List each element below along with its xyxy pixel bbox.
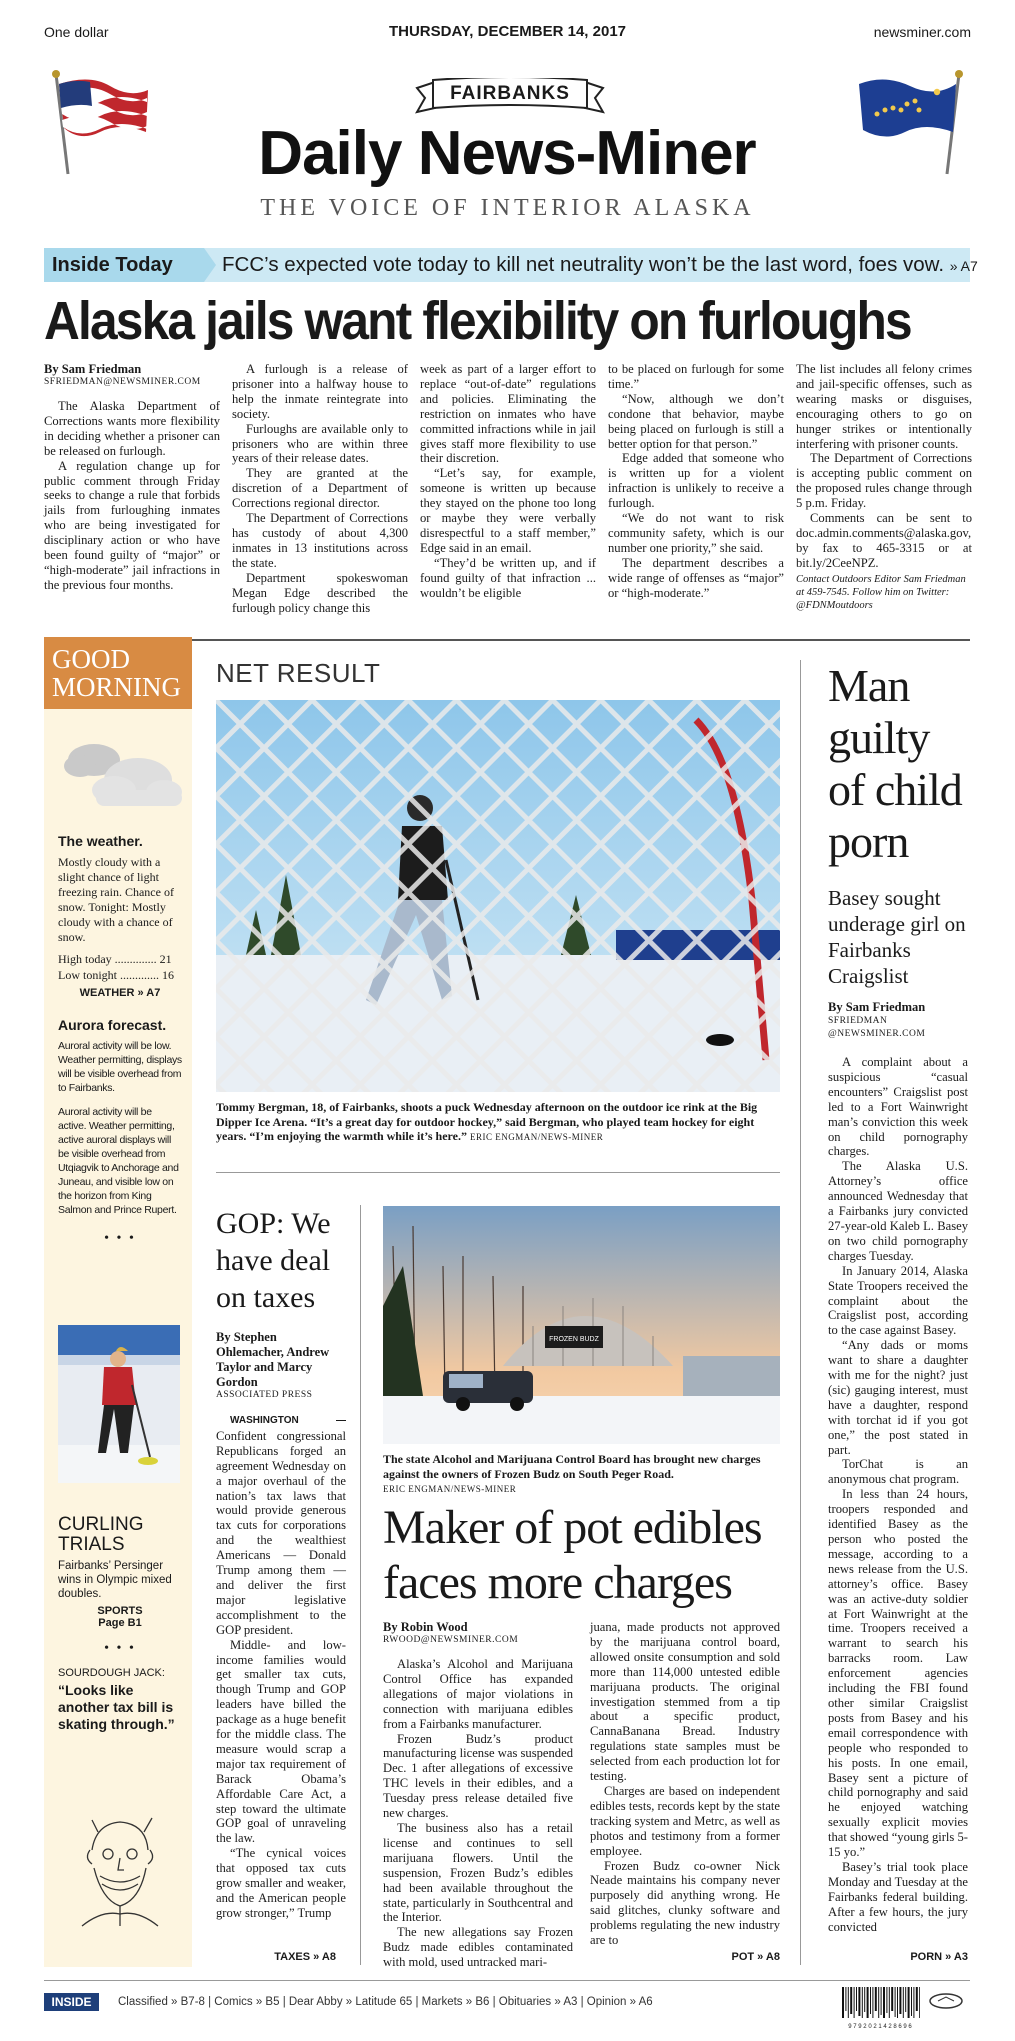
right-paragraph: The Alaska U.S. Attorney’s office announced Wednesday that a Fairbanks jury convicted 27-year-old Kaleb L. Basey on two child pornography charges Tuesday. xyxy=(828,1159,968,1263)
frozen-budz-photo[interactable] xyxy=(383,1206,780,1444)
lead-paragraph: They are granted at the discretion of a Department of Corrections regional director. xyxy=(232,466,408,511)
barcode-bar xyxy=(899,1987,901,2014)
weather-low: Low tonight ............. 16 xyxy=(58,968,174,982)
masthead-tagline: THE VOICE OF INTERIOR ALASKA xyxy=(260,195,755,221)
aurora-text-2: Auroral activity will be active. Weather permitting, active auroral displays will be visible overhead from Utqiagvik to Anchorage and Juneau, and visible low on the horizon from King Salmon and Prince Rupert. xyxy=(58,1106,179,1216)
right-paragraph: In January 2014, Alaska State Troopers received the complaint about the Craigslist post, according to the case against Basey. xyxy=(828,1263,968,1338)
barcode-bar xyxy=(848,1987,849,2018)
pot-byline-email: RWOOD@NEWSMINER.COM xyxy=(383,1635,519,1645)
right-paragraph: “Any dads or moms want to share a daughter with me for the night? just (sic) gauging interest, must have a daughter, respond with torchat id if you got one,” the post stated in part. xyxy=(828,1338,968,1457)
inside-today-arrow xyxy=(204,248,216,282)
barcode-bar xyxy=(862,1987,863,2018)
barcode-bar xyxy=(875,1987,877,2011)
lead-paragraph: The Department of Corrections is accepting public comment on the proposed rules change through 5 p.m. Friday. xyxy=(796,451,972,511)
gop-paragraph: WASHINGTON — Confident congressional Republicans forged an agreement Wednesday on a major overhaul of the nation’s tax laws that would provide generous tax cuts for corporations and the wealthiest Americans — Donald Trump among them — and deliver the first major legislative accomplishment to the GOP president. xyxy=(216,1415,346,1637)
lead-paragraph: A regulation change up for public comment through Friday seeks to change a rule that forbids jails from furloughing inmates who are being investigated for disciplinary action or who have been found guilty of “major” or “high-moderate” jail infractions in the previous four months. xyxy=(44,458,220,592)
lead-paragraph: “They’d be written up, and if found guilty of that infraction ... wouldn’t be eligible xyxy=(420,555,596,600)
barcode-bar xyxy=(889,1987,890,2018)
gop-headline[interactable]: GOP: We have deal on taxes xyxy=(216,1207,331,1314)
pot-paragraph: Charges are based on independent edibles tests, records kept by the state tracking system and Metrc, as well as photos and testimony from a former employee. xyxy=(590,1783,780,1858)
barcode-bar xyxy=(919,1987,920,2018)
lead-paragraph: The Department of Corrections has custody of about 4,300 inmates in 13 institutions across the state. xyxy=(232,511,408,570)
lead-byline: By Sam Friedman xyxy=(44,362,142,376)
sourdough-label: SOURDOUGH JACK: xyxy=(58,1667,165,1679)
right-byline: By Sam Friedman xyxy=(828,1000,926,1014)
section-divider xyxy=(216,1172,780,1173)
pot-paragraph: The business also has a retail license and continues to sell marijuana flowers. Until the suspension, Frozen Budz’s edibles had been available throughout the state, particularly in Southcentral and the Interior. xyxy=(383,1820,573,1925)
barcode-bar xyxy=(858,1987,860,2016)
pot-paragraph: Frozen Budz’s product manufacturing license was suspended Dec. 1 after allegations of excessive THC levels in their edibles, and a Tuesday press release detailed five new charges. xyxy=(383,1731,573,1821)
right-jump[interactable]: PORN » A3 xyxy=(910,1951,968,1963)
svg-text:9 7 9 2 0 2 1 4 2 8 6 9 6: 9 7 9 2 0 2 1 4 2 8 6 9 6 xyxy=(848,2024,912,2029)
sidebar-dots: • • • xyxy=(104,1641,136,1656)
curling-title: CURLING TRIALS xyxy=(58,1514,144,1555)
barcode-bar xyxy=(891,1987,893,2011)
right-deck: Basey sought underage girl on Fairbanks Craigslist xyxy=(828,886,966,988)
barcode xyxy=(840,1987,920,2029)
aurora-text-1: Auroral activity will be low. Weather permitting, displays will be visible overhead from to Fairbanks. xyxy=(58,1040,182,1094)
barcode-bar xyxy=(911,1987,912,2016)
column-rule xyxy=(360,1205,361,1965)
barcode-bar xyxy=(870,1987,871,2014)
barcode-bar xyxy=(913,1987,914,2018)
masthead-title: Daily News-Miner xyxy=(258,119,756,188)
net-result-label: NET RESULT xyxy=(216,658,381,688)
barcode-bar xyxy=(903,1987,904,2018)
footer-divider xyxy=(44,1980,970,1981)
barcode-bar xyxy=(872,1987,873,2018)
price: One dollar xyxy=(44,24,109,40)
pot-headline[interactable]: Maker of pot edibles faces more charges xyxy=(383,1501,762,1609)
curling-block xyxy=(58,1515,182,1733)
barcode-bar xyxy=(867,1987,869,2018)
lead-paragraph: “Now, although we don’t condone that behavior, maybe being placed on furlough is still a better option for that person.” xyxy=(608,391,784,451)
barcode-bar xyxy=(908,1987,910,2018)
lead-paragraph: Department spokeswoman Megan Edge described the furlough policy change this xyxy=(232,570,408,615)
barcode-bar xyxy=(845,1987,846,2011)
barcode-bar xyxy=(897,1987,898,2018)
lead-paragraph: “Let’s say, for example, someone is written up because they stayed on the phone too long or maybe they were verbally disrespectful to a staff member,” Edge said in an email. xyxy=(420,466,596,555)
barcode-bar xyxy=(883,1987,885,2018)
barcode-bar xyxy=(895,1987,896,2017)
lead-col-3 xyxy=(420,362,596,601)
right-story-column xyxy=(828,1000,968,1934)
lead-paragraph: Edge added that someone who is written up for a violent infraction is unlikely to receive a furlough. xyxy=(608,451,784,511)
gop-paragraph: Middle- and low-income families would get smaller tax cuts, though Trump and GOP leaders have billed the package as a huge benefit for the middle class. The measure would scrap a major tax requirement of Barack Obama’s Affordable Care Act, a step toward the ultimate GOP goal of unraveling the law. xyxy=(216,1637,346,1846)
lead-col-1 xyxy=(44,362,220,593)
gop-byline: By Stephen Ohlemacher, Andrew Taylor and Marcy Gordon xyxy=(216,1330,330,1389)
barcode-bar xyxy=(886,1987,887,2013)
gop-story-column xyxy=(216,1330,346,1921)
weather-jump[interactable]: WEATHER » A7 xyxy=(79,987,161,999)
right-headline[interactable]: Man guilty of child porn xyxy=(828,660,962,867)
lead-byline-email: SFRIEDMAN@NEWSMINER.COM xyxy=(44,377,201,387)
lead-paragraph: The department describes a wide range of offenses as “major” or “high-moderate.” xyxy=(608,555,784,600)
barcode-bar xyxy=(878,1987,879,2018)
column-rule xyxy=(800,660,801,1965)
lead-paragraph: week as part of a larger effort to replace “out-of-date” regulations and policies. Eliminating the restriction on inmates who have committed infractions while in jail gives staff more flexibility to use their discretion. xyxy=(420,362,596,466)
lead-paragraph: The Alaska Department of Corrections wants more flexibility in deciding whether a prisoner can be released on furlough. xyxy=(44,399,220,458)
pot-paragraph: Frozen Budz co-owner Nick Neade maintains his company never purposely did anything wrong. He said glitches, clunky software and problems regulating the new industry are to xyxy=(590,1858,780,1948)
sidebar-dots: • • • xyxy=(104,1231,136,1246)
pot-paragraph: Alaska’s Alcohol and Marijuana Control Office has expanded allegations of major violations in connection with marijuana edibles from a Fairbanks manufacturer. xyxy=(383,1657,573,1731)
us-flag-image xyxy=(50,70,150,178)
good-morning-header: GOOD MORNING xyxy=(44,637,192,709)
lead-col-5 xyxy=(796,362,972,612)
sourdough-quote: “Looks like another tax bill is skating through.” xyxy=(58,1682,175,1732)
pot-paragraph: juana, made products not approved by the marijuana control board, allowed onsite consumption and sold more than 114,000 untested edible marijuana products. The original investigation stemmed from a tip about a specific product, CannaBanana Bread. Industry regulations state samples must be selected from each production lot for testing. xyxy=(590,1620,780,1784)
pot-col-2 xyxy=(590,1620,780,1948)
lead-paragraph: “We do not want to risk community safety, which is our number one priority,” she said. xyxy=(608,511,784,555)
footer-inside-label: INSIDE xyxy=(44,1993,99,2011)
right-paragraph: TorChat is an anonymous chat program. xyxy=(828,1457,968,1487)
weather-high: High today .............. 21 xyxy=(58,952,172,966)
masthead-city: FAIRBANKS xyxy=(450,83,570,104)
barcode-bar xyxy=(850,1987,852,2014)
gop-paragraph: “The cynical voices that opposed tax cuts grow smaller and weaker, and the American people grow stronger,” Trump xyxy=(216,1846,346,1920)
weather-text: Mostly cloudy with a slight chance of light freezing rain. Chance of snow. Tonight: Mostly cloudy with a chance of snow. xyxy=(58,855,174,944)
barcode-bar xyxy=(864,1987,865,2012)
barcode-bar xyxy=(856,1987,857,2011)
right-byline-email: SFRIEDMAN @NEWSMINER.COM xyxy=(828,1016,926,1039)
inside-today-text[interactable]: FCC’s expected vote today to kill net neutrality won’t be the last word, foes vow. » A7 xyxy=(222,253,978,276)
recycle-icon xyxy=(928,1992,964,2010)
sourdough-jack-cartoon xyxy=(62,1810,177,1930)
gop-jump[interactable]: TAXES » A8 xyxy=(274,1951,336,1963)
barcode-bar xyxy=(916,1987,918,2011)
lead-headline[interactable]: Alaska jails want flexibility on furloughs xyxy=(44,291,911,351)
barcode-bar xyxy=(905,1987,906,2012)
barcode-bar xyxy=(854,1987,855,2018)
pot-byline: By Robin Wood xyxy=(383,1620,468,1634)
lead-paragraph: Furloughs are available only to prisoners who are within three years of their release dates. xyxy=(232,421,408,466)
curling-photo[interactable] xyxy=(58,1325,180,1483)
lead-paragraph: to be placed on furlough for some time.” xyxy=(608,362,784,391)
hockey-caption: Tommy Bergman, 18, of Fairbanks, shoots a puck Wednesday afternoon on the outdoor ice rink at the Big Dipper Ice Arena. “It’s a great day for outdoor hockey,” said Bergman, who played team hockey for eight years. “I’m enjoying the warmth while it’s here.” ERIC ENGMAN/NEWS-MINER xyxy=(216,1100,758,1143)
website[interactable]: newsminer.com xyxy=(873,24,971,40)
lead-col-2 xyxy=(232,362,408,615)
gop-agency: ASSOCIATED PRESS xyxy=(216,1390,313,1400)
lead-contact: Contact Outdoors Editor Sam Friedman at 459-7545. Follow him on Twitter: @FDNMoutdoors xyxy=(796,573,966,611)
right-paragraph: In less than 24 hours, troopers responded and identified Basey as the person who posted the message, according to a news release from the U.S. attorney’s office. Basey was an active-duty soldier at Fort Wainwright at the time. Troopers received a warrant to search his barracks room. Law enforcement agencies including the FBI found other similar Craigslist posts from Basey and his email correspondence with people who responded to his posts. In one email, Basey sent a picture of child pornography and said he enjoyed watching sexually explicit movies that showed “young girls 5-15 yo.” xyxy=(828,1487,968,1860)
inside-today-label: Inside Today xyxy=(44,248,204,282)
curling-text: Fairbanks’ Persinger wins in Olympic mixed doubles. xyxy=(58,1560,172,1600)
curling-jump-section[interactable]: SPORTS xyxy=(97,1605,143,1617)
hockey-photo[interactable] xyxy=(216,700,780,1092)
barcode-bar xyxy=(842,1987,844,2018)
footer-index[interactable]: Classified » B7-8 | Comics » B5 | Dear Abby » Latitude 65 | Markets » B6 | Obituaries » A3 | Opinion » A6 xyxy=(118,1996,653,2008)
right-paragraph: Basey’s trial took place Monday and Tuesday at the Fairbanks federal building. After a few hours, the jury convicted xyxy=(828,1859,968,1934)
aurora-title: Aurora forecast. xyxy=(58,1017,167,1033)
weather-title: The weather. xyxy=(58,833,143,849)
lead-col-4 xyxy=(608,362,784,601)
lead-paragraph: Comments can be sent to doc.admin.comments@alaska.gov, by fax to 465-3315 or at bit.ly/2CeeNPZ. xyxy=(796,511,972,570)
issue-date: THURSDAY, DECEMBER 14, 2017 xyxy=(388,23,627,40)
store-sign-text: FROZEN BUDZ xyxy=(549,1336,599,1343)
pot-paragraph: The new allegations say Frozen Budz made edibles contaminated with mold, used untracked mari- xyxy=(383,1925,573,1970)
lead-paragraph: The list includes all felony crimes and jail-specific offenses, such as wearing masks or disguises, encouraging others to go on hunger strikes or intentionally interfering with prisoner counts. xyxy=(796,362,972,451)
cloud-icon xyxy=(56,728,186,818)
weather-block xyxy=(58,833,182,1247)
lead-paragraph: A furlough is a release of prisoner into a halfway house to help the inmate reintegrate into society. xyxy=(232,362,408,421)
barcode-bar xyxy=(881,1987,882,2015)
right-paragraph: A complaint about a suspicious “casual encounters” Craigslist post led to a Fort Wainwright man’s conviction this week on child pornography charges. xyxy=(828,1055,968,1159)
pot-caption: The state Alcohol and Marijuana Control Board has brought new charges against the owners of Frozen Budz on South Peger Road. ERIC ENGMAN/NEWS-MINER xyxy=(383,1452,761,1494)
pot-col-1 xyxy=(383,1620,573,1970)
pot-jump[interactable]: POT » A8 xyxy=(731,1951,780,1963)
curling-jump-page[interactable]: Page B1 xyxy=(98,1617,142,1629)
alaska-flag-image xyxy=(855,70,965,178)
